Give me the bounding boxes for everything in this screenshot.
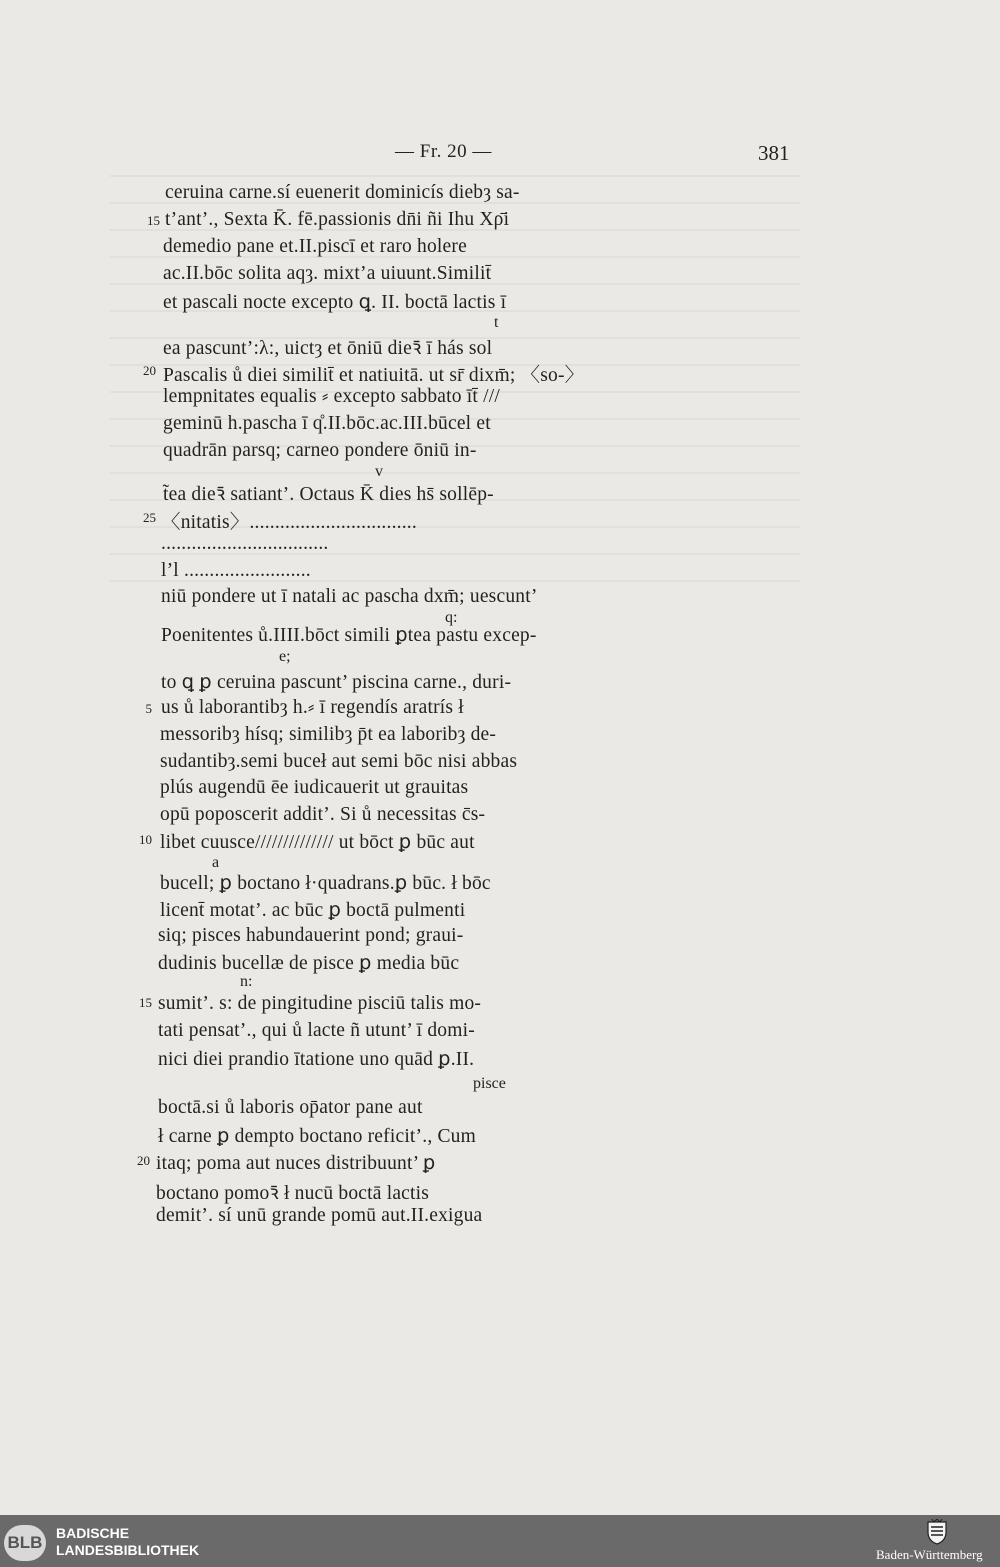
- text-line: to ꝗ ꝑ ceruina pascunt’ piscina carne., duri-: [161, 672, 512, 693]
- text-line: et pascali nocte excepto ꝗ. II. boctā lactis ī: [163, 292, 507, 313]
- text-line: itaq; poma aut nuces distribuunt’ ꝑ: [156, 1153, 436, 1174]
- text-line: demit’. sí unū grande pomū aut.II.exigua: [156, 1205, 483, 1226]
- line-number: 15: [139, 995, 152, 1010]
- text-line: t̃ea dieꝛ̄ satiant’. Octaus K̄ dies hs̄ sollēp-: [163, 484, 494, 505]
- text-line: quadrān parsq; carneo pondere ōniū in-: [163, 440, 477, 461]
- text-line: boctano pomoꝛ̄ ł nucū boctā lactis: [156, 1183, 430, 1204]
- interlinear-superscript: v: [375, 463, 383, 480]
- text-line: geminū h.pascha ī q̊.II.bōc.ac.III.būcel et: [163, 413, 491, 434]
- line-number: 10: [139, 832, 152, 847]
- text-line: us ů laborantibȝ h.⸗ ī regendís aratrís ł: [161, 697, 464, 718]
- text-line: 〈nitatis〉.................................: [161, 512, 417, 533]
- line-number: 5: [145, 701, 152, 716]
- text-line: l’l .........................: [161, 560, 311, 581]
- interlinear-superscript: e;: [279, 648, 291, 665]
- text-line: ł carne ꝑ dempto boctano reficit’., Cum: [158, 1126, 476, 1147]
- text-line: libet cuusce////////////// ut bōct ꝑ būc aut: [160, 832, 475, 853]
- text-line: nici diei prandio ītatione uno quād ꝑ.II.: [158, 1049, 475, 1070]
- text-line: sumit’. s: de pingitudine pisciū talis mo-: [158, 993, 482, 1014]
- text-line: .................................: [161, 533, 329, 554]
- line-number: 20: [137, 1153, 150, 1168]
- state-label: Baden-Württemberg: [876, 1547, 983, 1562]
- page-number: 381: [758, 141, 790, 165]
- text-line: licent̄ motat’. ac būc ꝑ boctā pulmenti: [160, 900, 466, 921]
- text-line: lempnitates equalis ⸗ excepto sabbato īt̄ ///: [163, 386, 500, 407]
- text-line: demedio pane et.II.piscī et raro holere: [163, 236, 467, 257]
- library-name[interactable]: [56, 1525, 199, 1559]
- running-head: — Fr. 20 —: [395, 141, 492, 162]
- text-line: t’ant’., Sexta K̄. fē.passionis dn̄i ñi Ihu Xρ̄i: [165, 209, 510, 230]
- text-line: messoribȝ hísq; similibȝ p̄t ea laboribȝ de-: [160, 724, 497, 745]
- text-line: ceruina carne.sí euenerit dominicís diebȝ sa-: [165, 182, 520, 203]
- blb-logo[interactable]: BLB: [4, 1525, 46, 1561]
- library-name-line1: BADISCHE: [56, 1525, 130, 1541]
- text-line: niū pondere ut ī natali ac pascha dxm̄; uescunt’: [161, 586, 538, 607]
- text-line: sudantibȝ.semi buceł aut semi bōc nisi abbas: [160, 751, 518, 772]
- text-line: siq; pisces habundauerint pond; graui-: [158, 925, 464, 946]
- interlinear-superscript: n:: [240, 973, 253, 990]
- text-line: Poenitentes ů.IIII.bōct simili ꝑtea pastu excep-: [161, 625, 537, 646]
- interlinear-superscript: q:: [445, 609, 458, 626]
- interlinear-superscript: t: [494, 314, 499, 331]
- interlinear-superscript: pisce: [473, 1075, 506, 1092]
- text-line: tati pensat’., qui ů lacte ñ utunt’ ī domi-: [158, 1020, 475, 1041]
- text-line: bucell; ꝑ boctano ł·quadrans.ꝑ būc. ł bōc: [160, 873, 491, 894]
- library-name-line2: LANDESBIBLIOTHEK: [56, 1542, 200, 1558]
- text-line: Pascalis ů diei similit̄ et natiuitā. ut sr̄ dixm̄; 〈so-〉: [163, 365, 585, 386]
- interlinear-superscript: a: [212, 854, 220, 871]
- coat-of-arms-icon: [926, 1519, 948, 1545]
- line-number: 20: [143, 363, 156, 378]
- line-number: 25: [143, 510, 156, 525]
- text-line: opū poposcerit addit’. Si ů necessitas c̄s-: [160, 804, 486, 825]
- line-number: 15: [147, 213, 160, 228]
- text-line: ea pascunt’:λ:, uictȝ et ōniū dieꝛ̄ ī hás sol: [163, 338, 493, 359]
- text-line: boctā.si ů laboris op̄ator pane aut: [158, 1097, 423, 1118]
- text-line: plús augendū ēe iudicauerit ut grauitas: [160, 777, 469, 798]
- text-line: ac.II.bōc solita aqȝ. mixt’a uiuunt.Similit̄: [163, 263, 492, 284]
- text-line: dudinis bucellæ de pisce ꝑ media būc: [158, 953, 460, 974]
